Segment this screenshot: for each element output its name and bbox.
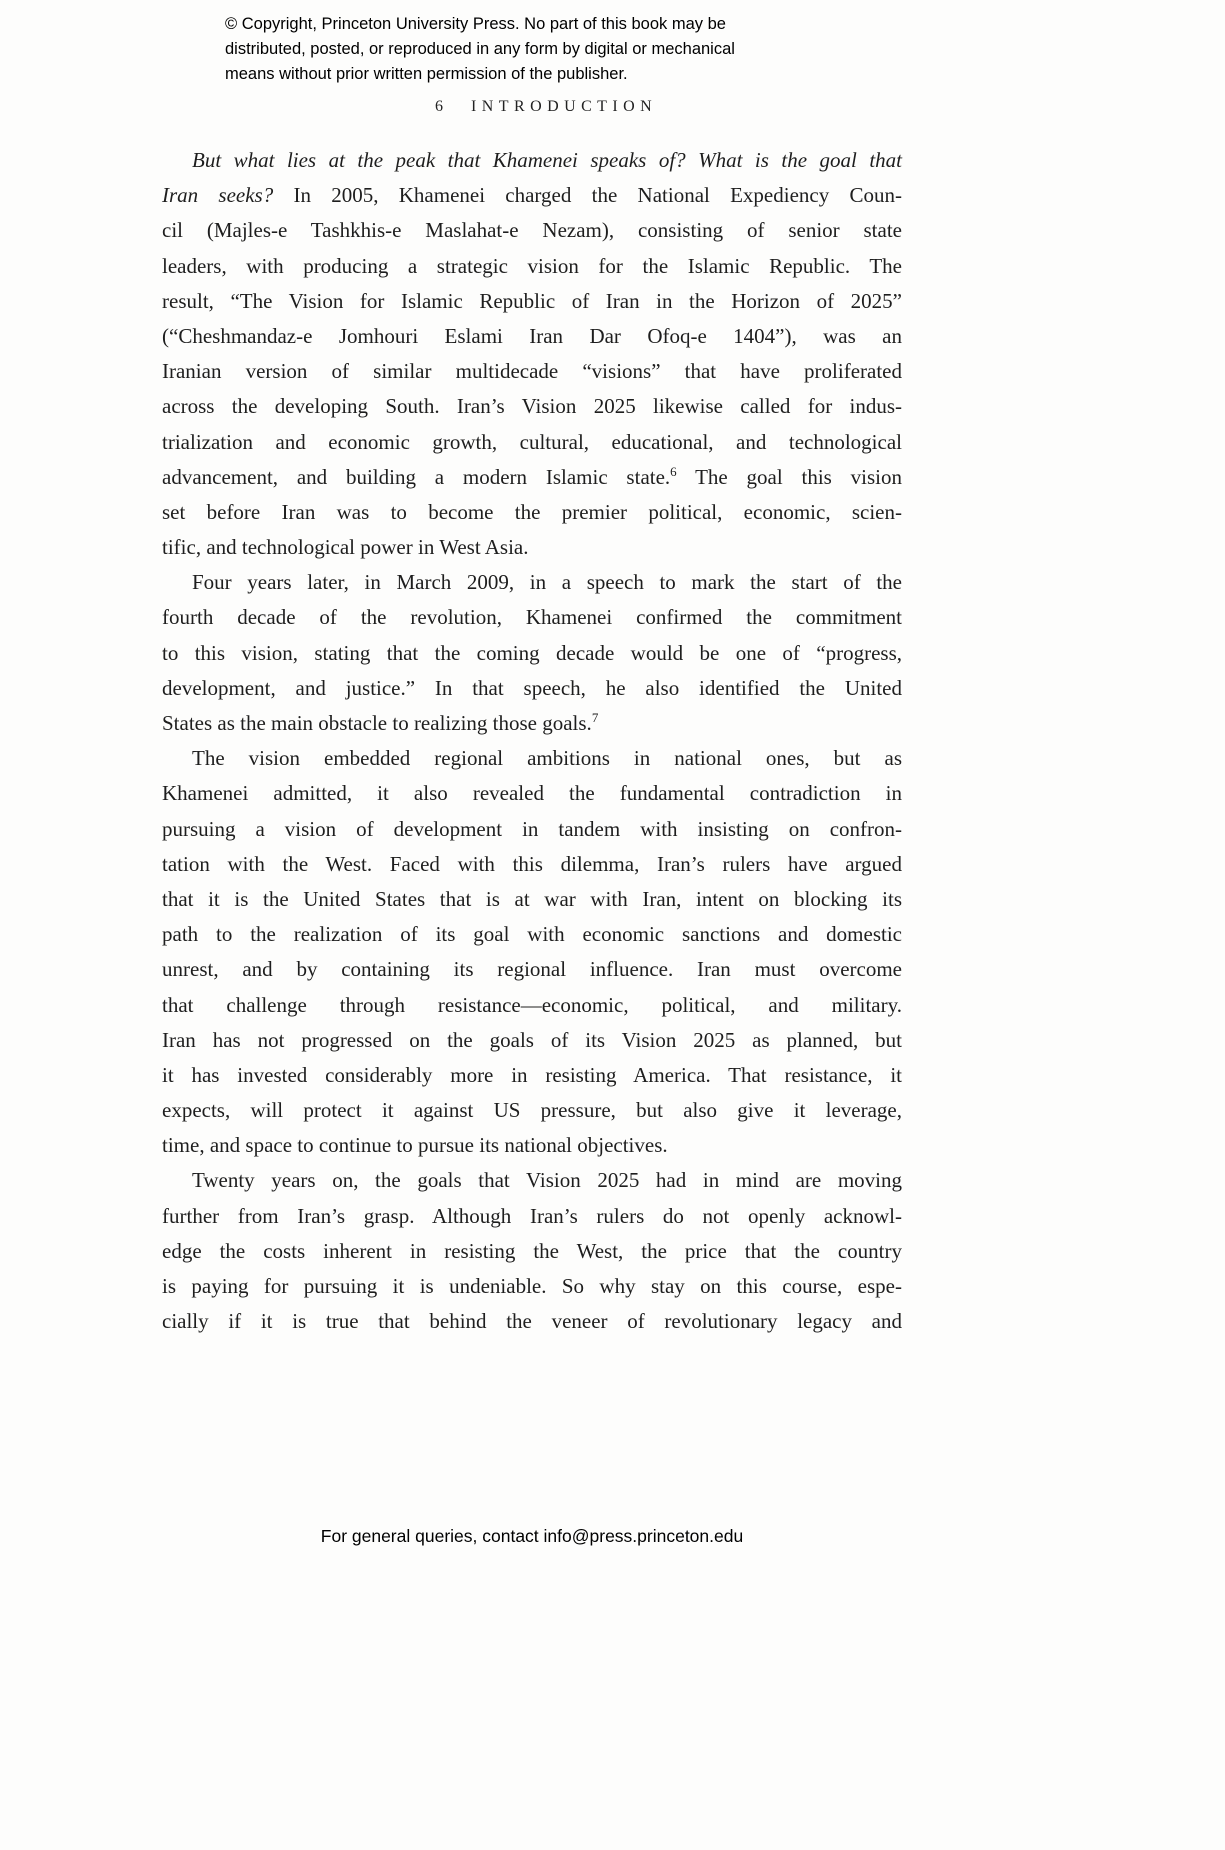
text-line [162, 1023, 902, 1058]
body-run: The goal this vision [676, 464, 902, 489]
text-line [162, 776, 902, 811]
italic-text: But what lies at the peak that Khamenei speaks of? What is the goal that [192, 148, 902, 172]
copyright-line: means without prior written permission of the publisher. [225, 65, 628, 83]
text-line [162, 213, 902, 248]
body-run: trialization and economic growth, cultural, educational, and technological [162, 429, 902, 454]
body-run: further from Iran’s grasp. Although Iran’s rulers do not openly acknowl- [162, 1203, 902, 1228]
text-line [162, 917, 902, 952]
body-run: cil (Majles-e Tashkhis-e Maslahat-e Nezam), consisting of senior state [162, 218, 902, 243]
body-run: development, and justice.” In that speech, he also identified the United [162, 675, 902, 700]
body-run: is paying for pursuing it is undeniable. So why stay on this course, espe- [162, 1274, 902, 1298]
text-line [162, 882, 902, 917]
text-line [162, 741, 902, 776]
body-run: result, “The Vision for Islamic Republic of Iran in the Horizon of 2025” [162, 288, 902, 313]
body-run: tation with the West. Faced with this dilemma, Iran’s rulers have argued [162, 851, 902, 876]
text-line [162, 600, 902, 635]
chapter-title: INTRODUCTION [471, 98, 658, 115]
footer-query-line: For general queries, contact info@press.princeton.edu [320, 1526, 744, 1546]
body-run: path to the realization of its goal with economic sanctions and domestic [162, 922, 902, 947]
footnote-reference: 7 [591, 710, 599, 725]
body-run: Four years later, in March 2009, in a speech to mark the start of the [192, 570, 902, 595]
text-line [162, 530, 902, 565]
text-line [162, 988, 902, 1023]
body-run: In 2005, Khamenei charged the National Expediency Coun- [273, 183, 902, 208]
body-run: it has invested considerably more in resisting America. That resistance, it [162, 1062, 902, 1087]
body-run: Iran has not progressed on the goals of its Vision 2025 as planned, but [162, 1027, 902, 1052]
body-run: The vision embedded regional ambitions in national ones, but as [192, 746, 902, 771]
text-line [162, 389, 902, 424]
text-line [162, 1163, 902, 1198]
copyright-line: © Copyright, Princeton University Press. No part of this book may be [225, 15, 726, 33]
text-line [162, 354, 902, 389]
text-line [162, 636, 902, 671]
body-run: pursuing a vision of development in tandem with insisting on confron- [162, 816, 902, 841]
page-number: 6 [435, 98, 443, 115]
body-run: edge the costs inherent in resisting the West, the price that the country [162, 1238, 902, 1263]
body-run: fourth decade of the revolution, Khamenei confirmed the commitment [162, 605, 902, 630]
body-run: Iranian version of similar multidecade “visions” that have proliferated [162, 359, 902, 384]
italic-text: Iran seeks? [162, 183, 274, 208]
body-run: across the developing South. Iran’s Vision 2025 likewise called for indus- [162, 394, 902, 419]
footnote-reference: 6 [670, 463, 677, 479]
running-head [435, 98, 657, 116]
text-line [162, 1128, 902, 1163]
copyright-line: distributed, posted, or reproduced in any form by digital or mechanical [225, 40, 735, 58]
body-run: Khamenei admitted, it also revealed the fundamental contradiction in [162, 781, 902, 806]
text-line [162, 812, 902, 847]
text-line [162, 178, 902, 213]
text-line [162, 284, 902, 319]
body-run: tific, and technological power in West Asia. [162, 535, 529, 560]
text-line [162, 847, 902, 882]
text-line [162, 249, 902, 284]
body-run: set before Iran was to become the premier political, economic, scien- [162, 499, 902, 524]
text-line [162, 143, 902, 178]
body-run: unrest, and by containing its regional influence. Iran must overcome [162, 957, 902, 982]
text-line [162, 1304, 902, 1339]
text-line [162, 425, 902, 460]
text-line [162, 671, 902, 706]
text-line [162, 495, 902, 530]
text-line [162, 952, 902, 987]
body-run: Twenty years on, the goals that Vision 2025 had in mind are moving [192, 1168, 902, 1193]
body-run: States as the main obstacle to realizing those goals. [162, 711, 592, 735]
body-run: that challenge through resistance—economic, political, and military. [162, 992, 902, 1017]
body-run: that it is the United States that is at war with Iran, intent on blocking its [162, 886, 902, 911]
text-line [162, 1199, 902, 1234]
text-line [162, 1234, 902, 1269]
body-run: expects, will protect it against US pressure, but also give it leverage, [162, 1098, 902, 1123]
text-line [162, 460, 902, 495]
body-text [162, 143, 902, 1339]
text-line [162, 1058, 902, 1093]
text-line [162, 1093, 902, 1128]
body-run: cially if it is true that behind the veneer of revolutionary legacy and [162, 1309, 902, 1334]
text-line [162, 1269, 902, 1304]
text-line [162, 706, 902, 741]
text-line [162, 565, 902, 600]
copyright-notice [225, 12, 735, 87]
body-run: (“Cheshmandaz-e Jomhouri Eslami Iran Dar Ofoq-e 1404”), was an [162, 323, 902, 348]
body-run: leaders, with producing a strategic vision for the Islamic Republic. The [162, 253, 902, 278]
body-run: advancement, and building a modern Islamic state. [162, 464, 671, 489]
body-run: to this vision, stating that the coming decade would be one of “progress, [162, 640, 902, 665]
text-line [162, 319, 902, 354]
body-run: time, and space to continue to pursue its national objectives. [162, 1133, 668, 1158]
